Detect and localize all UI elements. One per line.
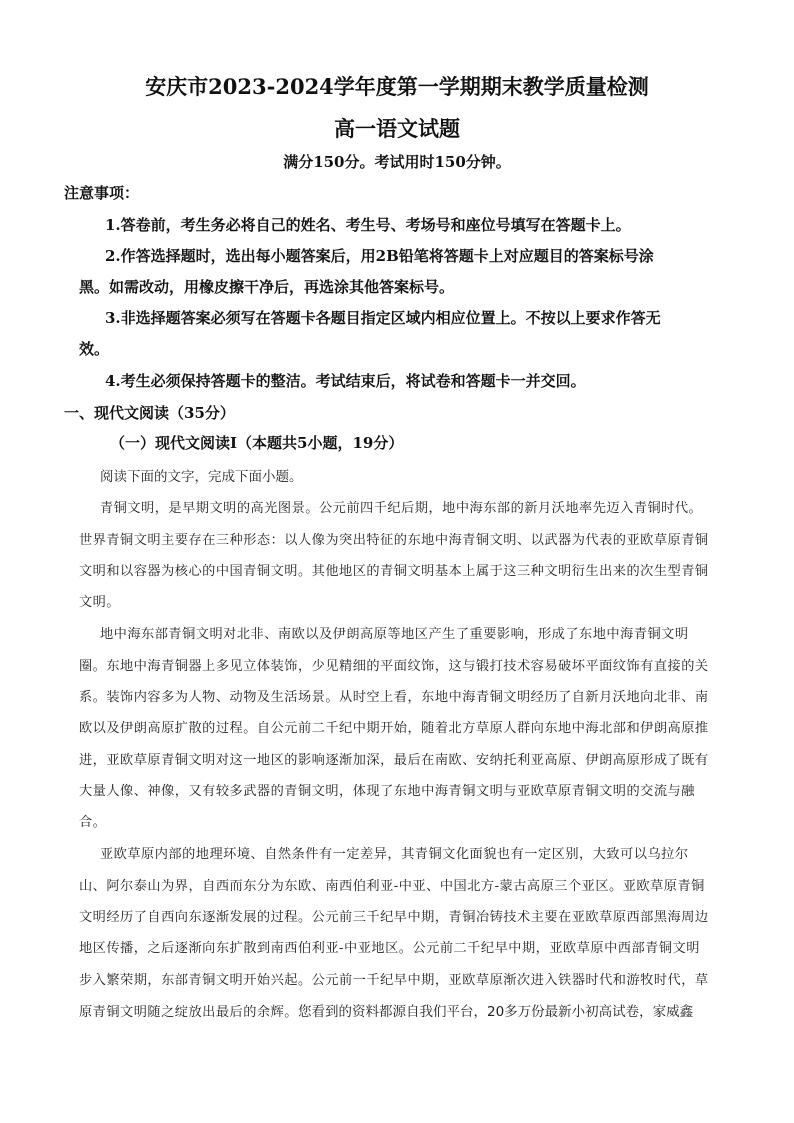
- notice-line: 3.非选择题答案必须写在答题卡各题目指定区域内相应位置上。不按以上要求作答无: [105, 309, 661, 327]
- passage-line: 步入繁荣期，东部青铜文明开始兴起。公元前一千纪早中期，亚欧草原渐次进入铁器时代和游牧时代，草: [79, 973, 709, 988]
- notice-line: 2.作答选择题时，选出每小题答案后，用2B铅笔将答题卡上对应题目的答案标号涂: [105, 247, 654, 265]
- passage-line: 大量人像、神像，又有较多武器的青铜文明，体现了东地中海青铜文明与亚欧草原青铜文明的交流与融: [79, 784, 695, 799]
- notice-line: 4.考生必须保持答题卡的整洁。考试结束后，将试卷和答题卡一并交回。: [105, 372, 586, 390]
- notice-line: 效。: [79, 340, 110, 358]
- exam-subtitle: 高一语文试题: [334, 116, 460, 141]
- passage-line: 地区传播，之后逐渐向东扩散到南西伯利亚-中亚地区。公元前二千纪早中期，亚欧草原中西部青铜文明: [79, 941, 700, 956]
- exam-info: 满分150分。考试用时150分钟。: [283, 153, 511, 171]
- passage-line: 文明和以容器为核心的中国青铜文明。其他地区的青铜文明基本上属于这三种文明衍生出来的次生型青铜: [79, 564, 709, 579]
- section-subheading: （一）现代文阅读I（本题共5小题，19分）: [110, 434, 404, 452]
- passage-line: 圈。东地中海青铜器上多见立体装饰，少见精细的平面纹饰，这与锻打技术容易破坏平面纹饰有直接的关: [79, 659, 709, 674]
- section-instruction: 阅读下面的文字，完成下面小题。: [100, 469, 303, 485]
- notice-line: 黑。如需改动，用橡皮擦干净后，再选涂其他答案标号。: [79, 278, 455, 296]
- passage-line: 山、阿尔泰山为界，自西而东分为东欧、南西伯利亚-中亚、中国北方-蒙古高原三个亚区。亚欧草原青铜: [79, 879, 705, 894]
- footer-note-text: 您看到的资料都源自我们平台，20多万份最新小初高试卷，家威鑫: [298, 1004, 694, 1020]
- passage-line: 亚欧草原内部的地理环境、自然条件有一定差异，其青铜文化面貌也有一定区别，大致可以乌拉尔: [100, 847, 689, 862]
- passage-line: 系。装饰内容多为人物、动物及生活场景。从时空上看，东地中海青铜文明经历了自新月沃地向北非、南: [79, 690, 709, 705]
- passage-line: 欧以及伊朗高原扩散的过程。自公元前二千纪中期开始，随着北方草原人群向东地中海北部和伊朗高原推: [79, 721, 709, 736]
- section-heading: 一、现代文阅读（35分）: [64, 404, 235, 422]
- notice-line: 1.答卷前，考生务必将自己的姓名、考生号、考场号和座位号填写在答题卡上。: [105, 216, 631, 234]
- passage-line-text: 原青铜文明随之绽放出最后的余辉。: [79, 1005, 298, 1020]
- passage-last-line: [79, 1000, 719, 1020]
- passage-line: 进，亚欧草原青铜文明对这一地区的影响逐渐加深，最后在南欧、安纳托利亚高原、伊朗高原形成了既有: [79, 753, 709, 768]
- passage-line: 文明。: [79, 595, 121, 610]
- passage-line: 青铜文明，是早期文明的高光图景。公元前四千纪后期，地中海东部的新月沃地率先迈入青铜时代。: [100, 501, 703, 516]
- notice-heading: 注意事项：: [64, 184, 140, 202]
- passage-line: 地中海东部青铜文明对北非、南欧以及伊朗高原等地区产生了重要影响，形成了东地中海青铜文明: [100, 627, 689, 642]
- exam-title: 安庆市2023-2024学年度第一学期期末教学质量检测: [145, 74, 649, 99]
- passage-line: 文明经历了自西向东逐渐发展的过程。公元前三千纪早中期，青铜冶铸技术主要在亚欧草原西部黑海周边: [79, 910, 709, 925]
- passage-line: 世界青铜文明主要存在三种形态：以人像为突出特征的东地中海青铜文明、以武器为代表的亚欧草原青铜: [79, 533, 709, 548]
- passage-line: 合。: [79, 815, 107, 830]
